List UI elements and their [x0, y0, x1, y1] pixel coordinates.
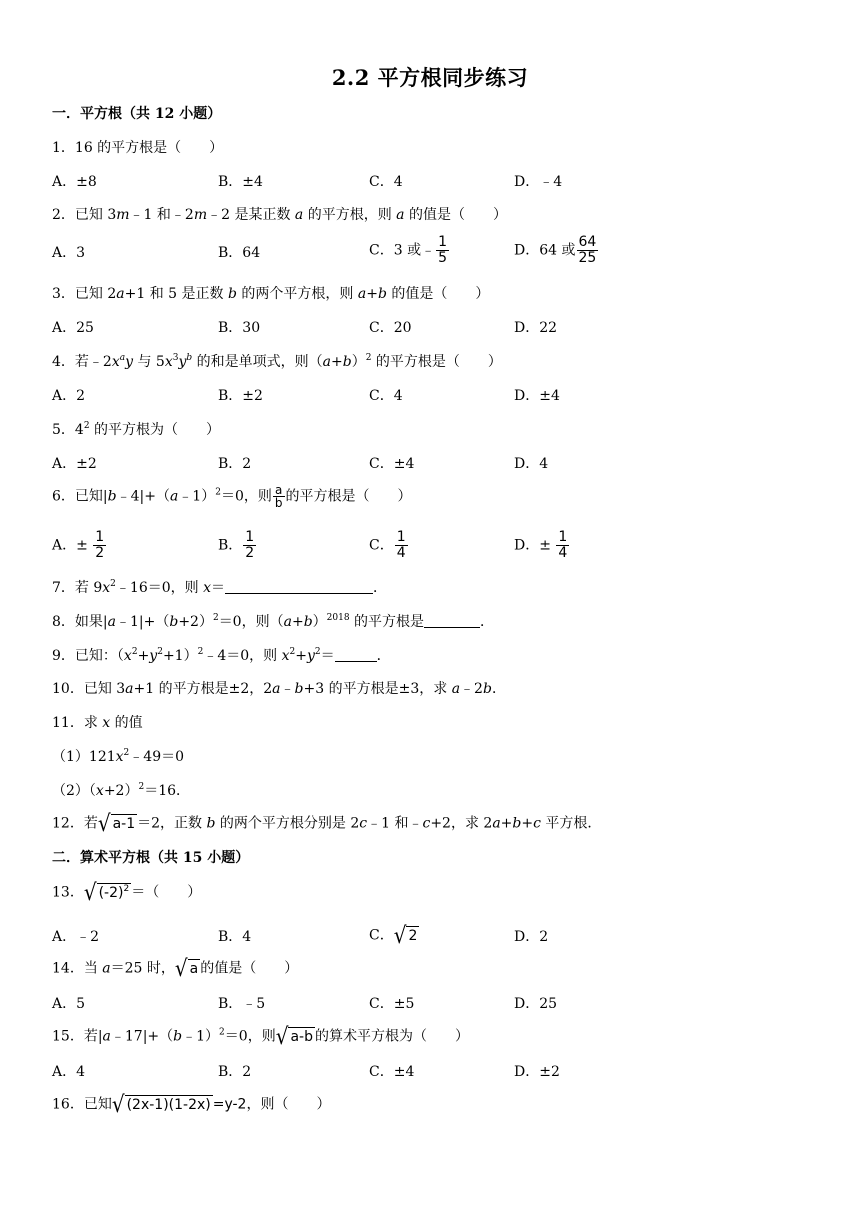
- page-title: 2.2 平方根同步练习: [331, 65, 529, 90]
- q13-option-b: B．4: [218, 929, 252, 945]
- q13-option-c: C． √ 2: [369, 921, 418, 949]
- question-11: 11．求 x 的值: [52, 715, 143, 731]
- q13-option-a: A．﹣2: [52, 929, 100, 945]
- q15-option-c: C．±4: [369, 1064, 415, 1080]
- q3-option-c: C．20: [369, 320, 412, 336]
- q6-option-c: C． $\frac{1}{4}$: [369, 529, 406, 561]
- q14-option-a: A．5: [52, 996, 86, 1012]
- q4-option-c: C．4: [369, 388, 403, 404]
- q6-option-a: A．± $\frac{1}{2}$: [52, 529, 105, 561]
- q5-option-b: B．2: [218, 456, 252, 472]
- q14-option-c: C．±5: [369, 996, 415, 1012]
- q14-option-d: D．25: [514, 996, 558, 1012]
- question-14: 14．当 a＝25 时， √ a 的值是（ ）: [52, 954, 299, 982]
- q4-option-b: B．±2: [218, 388, 263, 404]
- q2-option-a: A．3: [52, 245, 86, 261]
- question-3: 3．已知 2a+1 和 5 是正数 b 的两个平方根，则 a+b 的值是（ ）: [52, 286, 490, 302]
- q4-option-a: A．2: [52, 388, 86, 404]
- q5-option-d: D．4: [514, 456, 549, 472]
- question-7: 7．若 $9x^2﹣16=0$，则 x＝ ．: [52, 579, 387, 596]
- question-6: 6．已知|b﹣4|+（a﹣1）$^2$＝0，则 $\frac{a}{b}$ 的平方根是（ ）: [52, 483, 412, 510]
- q5-option-c: C．±4: [369, 456, 415, 472]
- question-9: 9．已知：$(x^2+y^2+1)^2﹣4=0$，则 $x^2+y^2=$ ．: [52, 647, 391, 664]
- q3-option-a: A．25: [52, 320, 94, 336]
- q15-option-b: B．2: [218, 1064, 252, 1080]
- q14-option-b: B．﹣5: [218, 996, 266, 1012]
- q1-option-b: B．±4: [218, 174, 263, 190]
- q1-option-c: C．4: [369, 174, 403, 190]
- section-heading-square-root: 一．平方根（共 12 小题）: [52, 106, 222, 122]
- q4-option-d: D．±4: [514, 388, 560, 404]
- question-4: 4．若$﹣2x^ay$ 与 $5x^3y^b$ 的和是单项式，则$(a+b)^2$ 的平方根是（ ）: [52, 353, 502, 370]
- q2-option-b: B．64: [218, 245, 261, 261]
- question-10: 10．已知 3a+1 的平方根是±2，2a﹣b+3 的平方根是±3，求 a﹣2b．: [52, 681, 506, 697]
- question-1: 1．16 的平方根是（ ）: [52, 140, 224, 156]
- q15-option-d: D．±2: [514, 1064, 560, 1080]
- q2-option-c: C．3 或﹣ $\frac{1}{5}$: [369, 234, 447, 266]
- q6-option-b: B． $\frac{1}{2}$: [218, 529, 255, 561]
- question-12: 12．若 √ a-1 ＝2，正数 b 的两个平方根分别是 2c﹣1 和﹣c+2，求 2a+b+c 平方根．: [52, 809, 602, 837]
- q3-option-b: B．30: [218, 320, 261, 336]
- q5-option-a: A．±2: [52, 456, 97, 472]
- question-11-part-2: $(2)(x+2)^2=16$．: [52, 782, 191, 799]
- q13-option-d: D．2: [514, 929, 549, 945]
- q6-option-d: D．± $\frac{1}{4}$: [514, 529, 568, 561]
- question-11-part-1: $(1)121x^2﹣49=0$: [52, 748, 185, 765]
- q1-option-a: A．±8: [52, 174, 97, 190]
- question-5: 5．$4^2$ 的平方根为（ ）: [52, 421, 221, 438]
- q15-option-a: A．4: [52, 1064, 86, 1080]
- question-2: 2．已知 3m﹣1 和﹣2m﹣2 是某正数 a 的平方根，则 a 的值是（ ）: [52, 207, 507, 223]
- q2-option-d: D．64 或 $\frac{64}{25}$: [514, 234, 597, 266]
- q1-option-d: D．﹣4: [514, 174, 563, 190]
- section-heading-arithmetic-square-root: 二．算术平方根（共 15 小题）: [52, 850, 250, 866]
- question-15: 15．若|a﹣17|+（b﹣1）$^2$＝0，则 √ a-b 的算术平方根为（ ）: [52, 1022, 469, 1050]
- q3-option-d: D．22: [514, 320, 558, 336]
- question-13: 13． √ $(-2)^2$ ＝（ ）: [52, 878, 202, 906]
- question-16: 16．已知 √ (2x-1)(1-2x) =y-2，则（ ）: [52, 1090, 331, 1118]
- question-8: 8．如果$|a﹣1|+(b+2)^2=0$，则$(a+b)^{2018}$ 的平方根是 ．: [52, 613, 495, 630]
